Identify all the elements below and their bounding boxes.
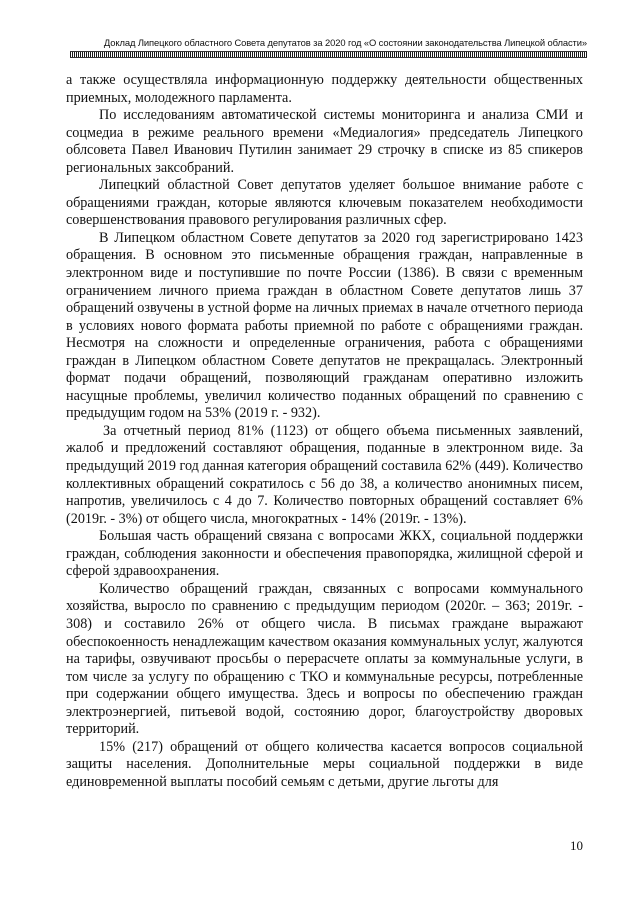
document-body xyxy=(66,72,583,791)
paragraph-6: Большая часть обращений связана с вопросами ЖКХ, социальной поддержки граждан, соблюдения законности и обеспечения правопорядка, жилищной сферой и сферой здравоохранения. xyxy=(66,528,583,580)
page-header: Доклад Липецкого областного Совета депутатов за 2020 год «О состоянии законодательства Липецкой области» xyxy=(103,37,587,48)
page-number: 10 xyxy=(570,838,583,853)
paragraph-2: По исследованиям автоматической системы мониторинга и анализа СМИ и соцмедиа в режиме реального времени «Медиалогия» председатель Липецкого облсовета Павел Иванович Путилин занимает 29 строчку в списке из 85 спикеров региональных заксобраний. xyxy=(66,107,583,176)
paragraph-3: Липецкий областной Совет депутатов уделяет большое внимание работе с обращениями граждан, которые являются ключевым показателем необходимости совершенствования правового регулирования различных сфер. xyxy=(66,177,583,229)
paragraph-8: 15% (217) обращений от общего количества касается вопросов социальной защиты населения. Дополнительные меры социальной поддержки в виде единовременной выплаты пособий семьям с детьми, другие льготы для xyxy=(66,738,583,790)
paragraph-7: Количество обращений граждан, связанных с вопросами коммунального хозяйства, выросло по сравнению с предыдущим периодом (2020г. – 363; 2019г. - 308) и составило 26% от общего числа. В письмах граждане выражают обеспокоенность ненадлежащим качеством оказания коммунальных услуг, жалуются на тарифы, озвучивают просьбы о перерасчете оплаты за коммунальные услуги, в том числе за услугу по обращению с ТКО и коммунальные ресурсы, потребленные при содержании общего имущества. Здесь и вопросы по обеспечению граждан электроэнергией, питьевой водой, состоянию дорог, благоустройству дворовых территорий. xyxy=(66,580,583,738)
header-divider xyxy=(70,51,587,58)
paragraph-1: а также осуществляла информационную поддержку деятельности общественных приемных, молодежного парламента. xyxy=(66,72,583,106)
paragraph-5: За отчетный период 81% (1123) от общего объема письменных заявлений, жалоб и предложений составляют обращения, поданные в электронном виде. За предыдущий 2019 год данная категория обращений составила 62% (449). Количество коллективных обращений сократилось с 56 до 38, а количество анонимных писем, напротив, увеличилось с 4 до 7. Количество повторных обращений составляет 6% (2019г. - 3%) от общего числа, многократных - 14% (2019г. - 13%). xyxy=(66,422,583,527)
paragraph-4: В Липецком областном Совете депутатов за 2020 год зарегистрировано 1423 обращения. В основном это письменные обращения граждан, направленные в электронном виде и поступившие по почте России (1386). В связи с временным ограничением личного приема граждан в областном Совете депутатов лишь 37 обращений озвучены в устной форме на личных приемах в начале отчетного периода в условиях нового формата работы приемной по работе с обращениями граждан. Несмотря на сложности и определенные ограничения, работа с обращениями граждан в Липецком областном Совете депутатов не прекращалась. Электронный формат подачи обращений, позволяющий гражданам оперативно изложить насущные проблемы, увеличил количество поданных обращений по сравнению с предыдущим годом на 53% (2019 г. - 932). xyxy=(66,229,583,422)
